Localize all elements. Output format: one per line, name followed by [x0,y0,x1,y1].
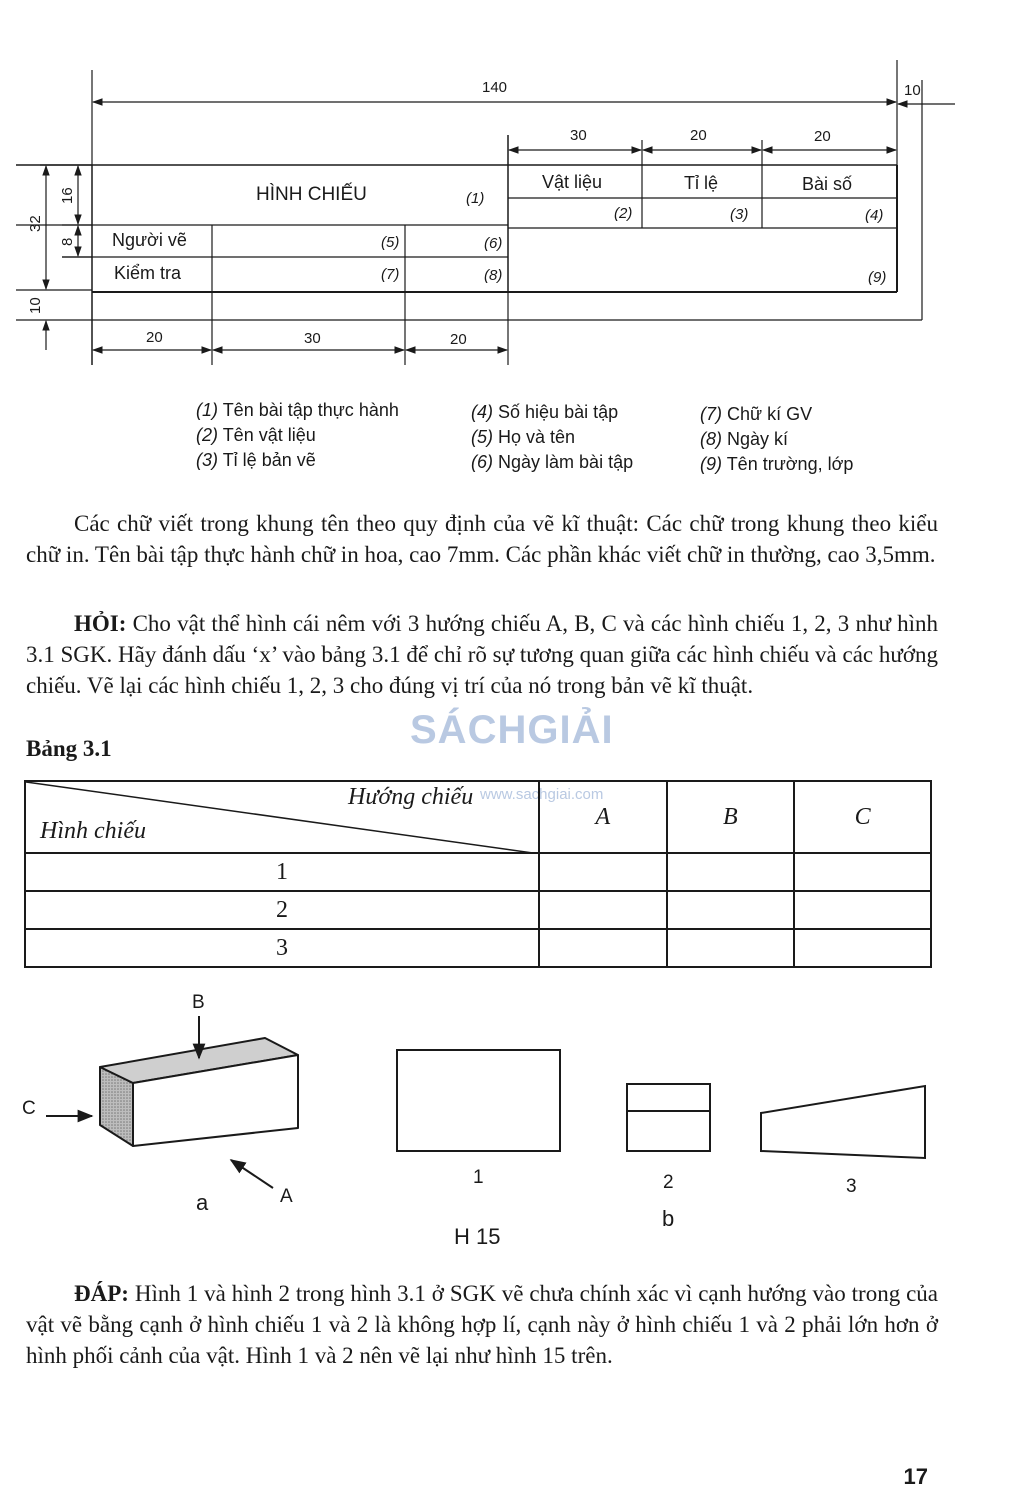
legend-column-1 [196,398,399,473]
view-3-trapezoid [761,1086,925,1158]
legend-item: (1) Tên bài tập thực hành [196,400,399,420]
cell-num-2: (2) [614,205,633,222]
cell-num-7: (7) [381,266,400,283]
title-block-drawing [0,0,1024,380]
direction-c-label: C [22,1098,36,1119]
arrow-a [231,1160,273,1188]
figure-caption: H 15 [454,1224,501,1249]
cell-num-1: (1) [466,190,485,207]
table-cell[interactable] [539,853,667,891]
answer-label: ĐÁP: [74,1281,129,1306]
paragraph-question: HỎI: Cho vật thể hình cái nêm với 3 hướng chiếu A, B, C và các hình chiếu 1, 2, 3 như hình 3.1 SGK. Hãy đánh dấu ‘x’ vào bảng 3.1 để chỉ rõ sự tương quan giữa các hình chiếu và các hướng chiếu. Vẽ lại các hình chiếu 1, 2, 3 cho đúng vị trí của nó trong bản vẽ kĩ thuật. [26,611,939,698]
view-1-label: 1 [473,1167,484,1188]
cell-hinh-chieu: HÌNH CHIẾU [256,184,367,205]
legend-column-3 [700,402,853,477]
view-2-shape [627,1084,710,1151]
table-3-1 [24,780,932,968]
dim-30-bottom: 30 [304,330,321,347]
legend-item: (7) Chữ kí GV [700,404,813,424]
legend-item: (6) Ngày làm bài tập [471,452,634,472]
legend-item: (2) Tên vật liệu [196,425,316,445]
dim-10-left: 10 [27,297,44,314]
cell-num-9: (9) [868,269,887,286]
cell-bai-so: Bài số [802,174,853,194]
table-header-diagonal [25,781,539,853]
cell-num-5: (5) [381,234,400,251]
column-header-b: B [667,781,795,853]
dim-30-top: 30 [570,127,587,144]
legend-item: (5) Họ và tên [471,427,576,447]
legend-item: (9) Tên trường, lớp [700,454,854,474]
column-header-c: C [794,781,931,853]
table-cell[interactable] [667,853,795,891]
cell-kiem-tra: Kiểm tra [114,263,182,283]
table-cell[interactable] [539,891,667,929]
cell-nguoi-ve: Người vẽ [112,230,187,250]
legend-item: (8) Ngày kí [700,429,789,449]
dim-20-top-right: 20 [814,128,831,145]
table-cell[interactable] [794,853,931,891]
view-1-rectangle [397,1050,560,1151]
figure-label-a: a [196,1190,209,1215]
dim-8: 8 [59,237,76,246]
table-cell[interactable] [539,929,667,967]
paragraph-lettering: Các chữ viết trong khung tên theo quy định của vẽ kĩ thuật: Các chữ trong khung theo kiểu chữ in. Tên bài tập thực hành chữ in hoa, cao 7mm. Các phần khác viết chữ in thường, cao 3,5mm. [26,511,938,567]
table-cell[interactable] [794,891,931,929]
table-row [25,853,931,891]
table-caption: Bảng 3.1 [26,736,112,761]
header-hinh-chieu: Hình chiếu [40,818,146,844]
cell-num-6: (6) [484,235,503,252]
direction-b-label: B [192,992,205,1013]
legend-column-2 [471,400,633,475]
dim-32: 32 [27,215,44,232]
dim-20-bottom-left: 20 [146,329,163,346]
cell-num-8: (8) [484,267,503,284]
dim-20-bottom-right: 20 [450,331,467,348]
table-cell[interactable] [667,929,795,967]
cell-vat-lieu: Vật liệu [542,172,603,192]
row-label: 2 [25,891,539,929]
dim-10-right: 10 [904,82,921,99]
figure-label-b: b [662,1206,675,1231]
cell-num-4: (4) [865,207,884,224]
paragraph-answer: ĐÁP: Hình 1 và hình 2 trong hình 3.1 ở SGK vẽ chưa chính xác vì cạnh hướng vào trong của vật vẽ bằng cạnh ở hình chiếu 1 và 2 là không hợp lí, cạnh này ở hình chiếu 1 và 2 phải lớn hơn ở hình phối cảnh của vật. Hình 1 và 2 nên vẽ lại như hình 15 trên. [26,1281,939,1368]
legend-item: (4) Số hiệu bài tập [471,402,619,422]
row-label: 3 [25,929,539,967]
dim-16: 16 [59,187,76,204]
watermark-brand: SÁCHGIẢI [410,708,614,752]
table-cell[interactable] [667,891,795,929]
dim-20-top-mid: 20 [690,127,707,144]
table-row [25,929,931,967]
column-header-a: A [539,781,667,853]
cell-num-3: (3) [730,206,749,223]
row-label: 1 [25,853,539,891]
view-2-label: 2 [663,1172,674,1193]
watermark-url: www.sachgiai.com [480,786,604,803]
dim-140: 140 [482,79,508,96]
header-huong-chieu: Hướng chiếu [348,784,474,810]
page-number: 17 [903,1464,928,1489]
cell-ti-le: Tỉ lệ [684,173,719,193]
question-label: HỎI: [74,611,127,636]
table-row [25,891,931,929]
legend-item: (3) Tỉ lệ bản vẽ [196,450,316,470]
direction-a-label: A [280,1186,293,1207]
table-cell[interactable] [794,929,931,967]
view-3-label: 3 [846,1176,857,1197]
figure-h15 [0,980,1024,1260]
